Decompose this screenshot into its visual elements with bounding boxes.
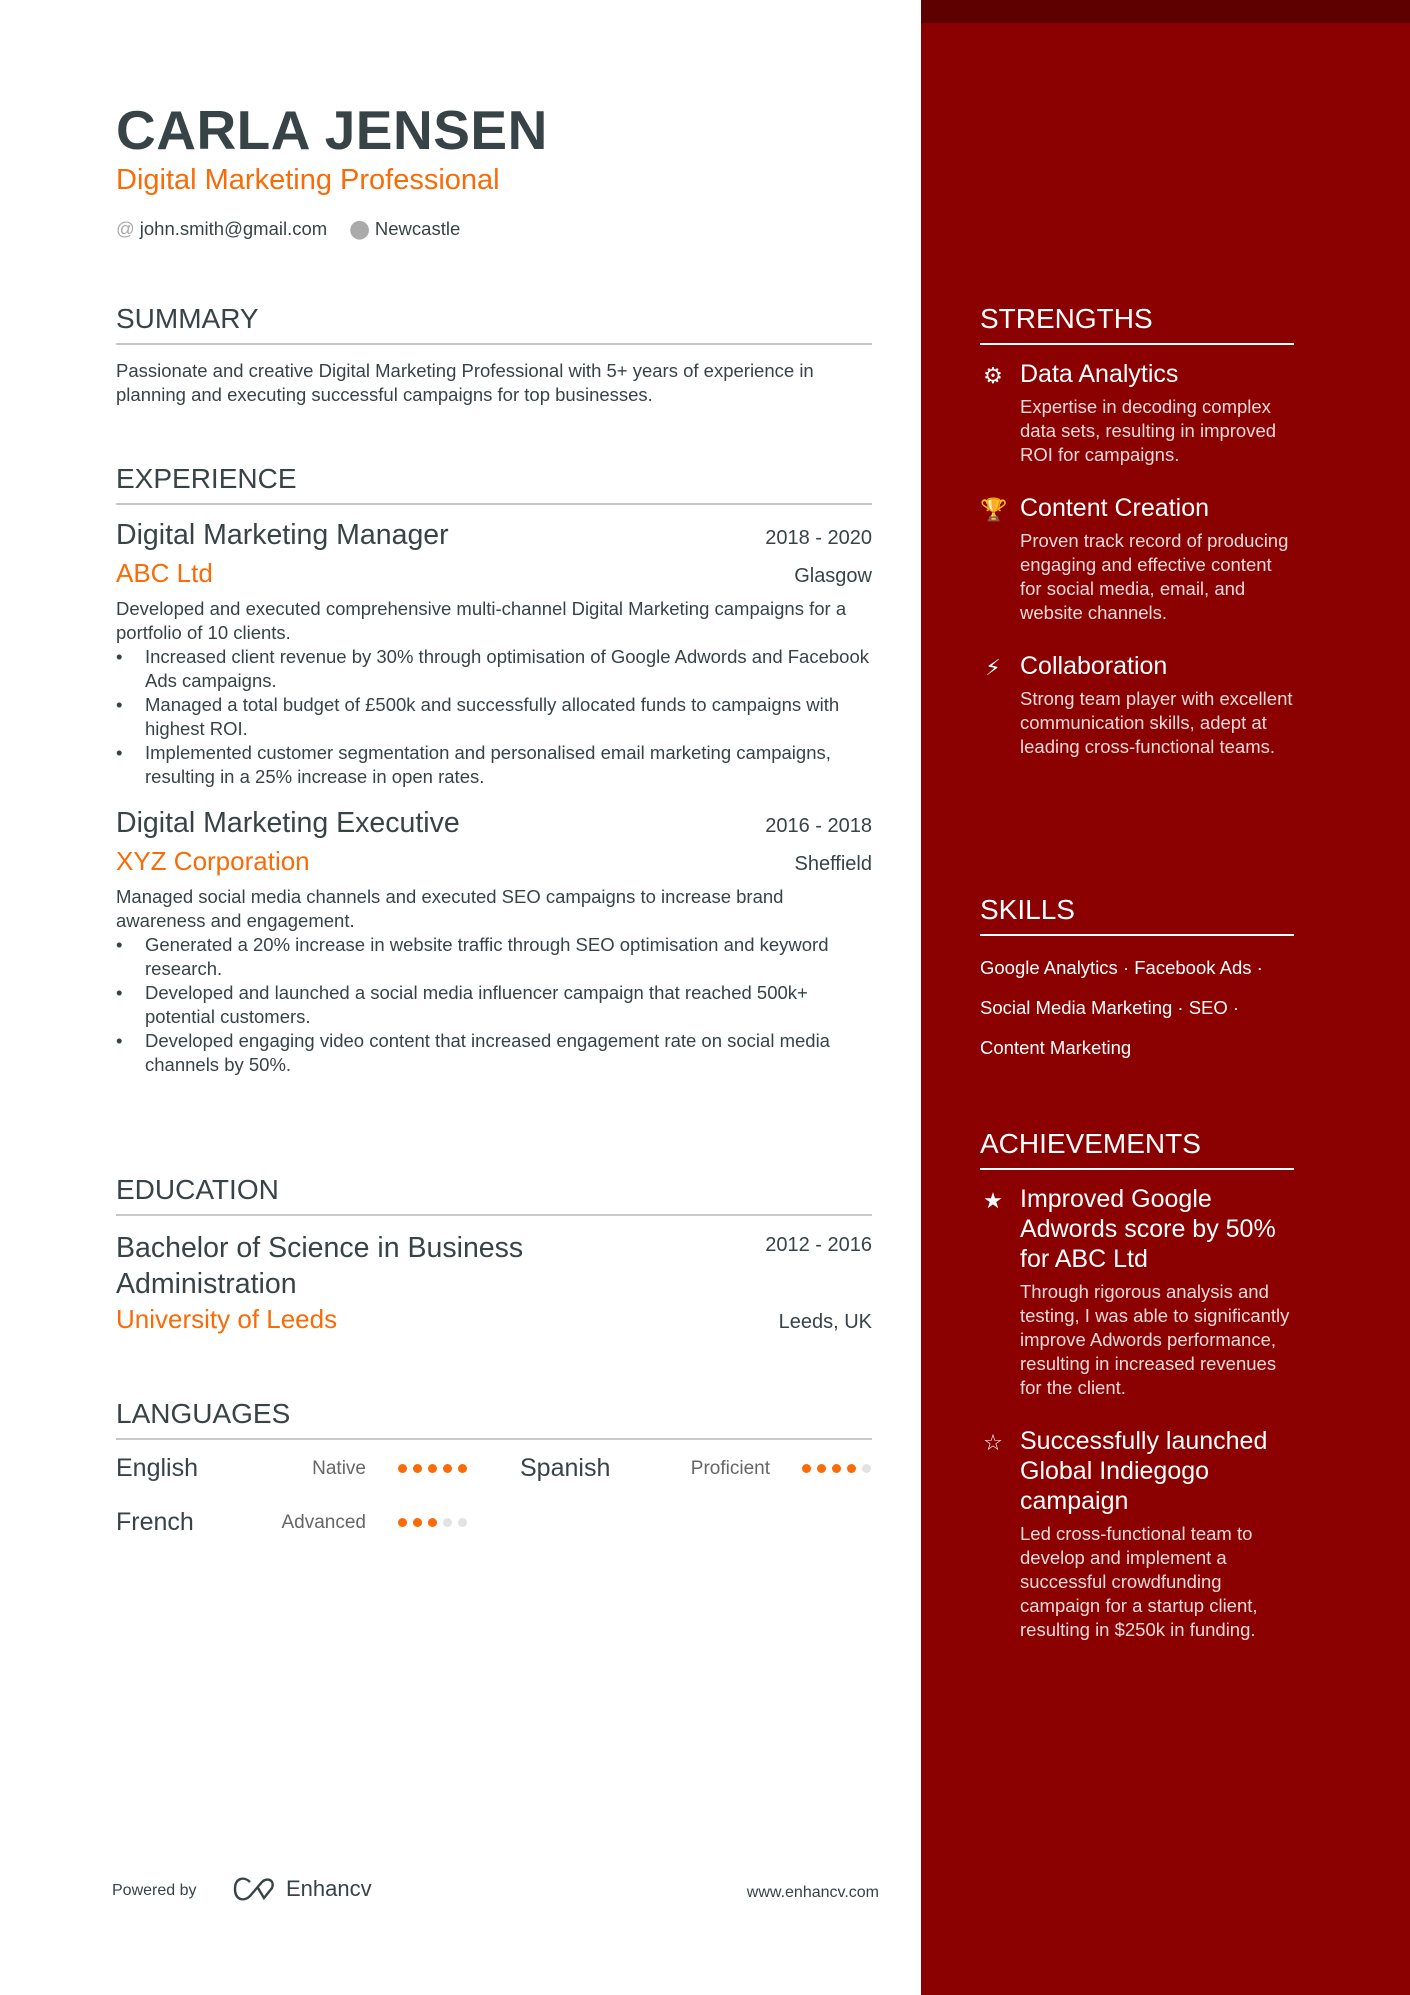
job-location: Glasgow: [794, 565, 872, 587]
section-heading: EDUCATION: [116, 1174, 872, 1216]
footer-url[interactable]: www.enhancv.com: [746, 1884, 879, 1901]
location: [349, 218, 460, 240]
star-icon: ★: [983, 1188, 1003, 1213]
language-level: Advanced: [281, 1511, 366, 1533]
strs-item: [980, 359, 1294, 467]
strengths-section: [980, 303, 1294, 759]
degree: Bachelor of Science in Business Administration: [116, 1232, 524, 1300]
summary-section: [116, 303, 872, 407]
company: XYZ Corporation: [116, 846, 310, 876]
award-icon: ⚙: [983, 363, 1003, 388]
strs-text: Strong team player with excellent communication skills, adept at leading cross-functional teams.: [1020, 688, 1293, 757]
strs-title: Content Creation: [1020, 494, 1210, 522]
language-rating: [398, 1518, 467, 1527]
language-item: [116, 1508, 468, 1537]
bullet-item: • Generated a 20% increase in website traffic through SEO optimisation and keyword research.: [116, 933, 872, 981]
achs-text: Led cross-functional team to develop and implement a successful crowdfunding campaign for a startup client, resulting in $250k in funding.: [1020, 1523, 1258, 1640]
language-level: Proficient: [690, 1457, 770, 1479]
language-name: French: [116, 1508, 194, 1536]
job-location: Sheffield: [794, 853, 872, 875]
sidebar-top-band: [921, 0, 1410, 23]
achs-item: [980, 1184, 1294, 1400]
job-description: Managed social media channels and executed SEO campaigns to increase brand awareness and engagement.: [116, 886, 784, 931]
language-item: [520, 1454, 872, 1483]
at-icon: @: [116, 218, 135, 239]
section-heading: STRENGTHS: [980, 303, 1294, 345]
strs-item: [980, 651, 1294, 759]
strs-text: Expertise in decoding complex data sets, resulting in improved ROI for campaigns.: [1020, 396, 1277, 465]
brand-name: Enhancv: [286, 1876, 372, 1901]
section-heading: LANGUAGES: [116, 1398, 872, 1440]
trophy-icon: 🏆: [980, 497, 1008, 522]
company: ABC Ltd: [116, 558, 213, 588]
language-name: Spanish: [520, 1454, 611, 1482]
strs-item: [980, 493, 1294, 625]
language-rating: [398, 1464, 467, 1473]
language-rating: [802, 1464, 871, 1473]
rating-dot: [428, 1464, 437, 1473]
rating-dot: [832, 1464, 841, 1473]
rating-dot: [862, 1464, 871, 1473]
strs-title: Collaboration: [1020, 652, 1168, 680]
job-description: Developed and executed comprehensive multi-channel Digital Marketing campaigns for a portfolio of 10 clients.: [116, 598, 847, 643]
skills-line: Content Marketing: [980, 1037, 1132, 1058]
powered-by: Powered by: [112, 1882, 197, 1899]
rating-dot: [847, 1464, 856, 1473]
rating-dot: [458, 1464, 467, 1473]
rating-dot: [428, 1518, 437, 1527]
education-location: Leeds, UK: [778, 1311, 872, 1333]
email-text: john.smith@gmail.com: [139, 218, 328, 239]
rating-dot: [443, 1464, 452, 1473]
job-title: Digital Marketing Executive: [116, 807, 460, 839]
candidate-name: CARLA JENSEN: [116, 99, 548, 161]
job-entry: [116, 807, 872, 1077]
strs-title: Data Analytics: [1020, 360, 1179, 388]
skills-section: [980, 894, 1294, 1068]
rating-dot: [458, 1518, 467, 1527]
job-entry: [116, 519, 872, 789]
skills-line: Google Analytics · Facebook Ads ·: [980, 957, 1263, 978]
star-outline-icon: ☆: [983, 1430, 1003, 1455]
language-item: [116, 1454, 468, 1483]
achs-text: Through rigorous analysis and testing, I was able to significantly improve Adwords performance, resulting in increased revenues for the client.: [1020, 1281, 1290, 1398]
location-text: Newcastle: [374, 218, 461, 239]
achs-item: [980, 1426, 1294, 1642]
summary-text: Passionate and creative Digital Marketing Professional with 5+ years of experience in planning and executing successful campaigns for top businesses.: [116, 360, 814, 405]
email[interactable]: [116, 218, 327, 240]
achs-title: Successfully launched Global Indiegogo campaign: [1020, 1427, 1268, 1515]
language-level: Native: [312, 1457, 366, 1479]
skills-line: Social Media Marketing · SEO ·: [980, 997, 1240, 1018]
bolt-icon: ⚡: [985, 655, 1001, 680]
achievements-section: [980, 1128, 1294, 1642]
strs-text: Proven track record of producing engaging and effective content for social media, email, and website channels.: [1020, 530, 1289, 623]
rating-dot: [413, 1464, 422, 1473]
experience-section: [116, 463, 872, 1077]
rating-dot: [817, 1464, 826, 1473]
candidate-title: Digital Marketing Professional: [116, 164, 500, 196]
enhancv-logo-icon: [232, 1876, 278, 1902]
bullet-item: • Developed and launched a social media influencer campaign that reached 500k+ potential customers.: [116, 981, 872, 1029]
map-pin-icon: ⬤: [349, 218, 370, 239]
bullet-item: • Managed a total budget of £500k and successfully allocated funds to campaigns with highest ROI.: [116, 693, 872, 741]
job-title: Digital Marketing Manager: [116, 519, 449, 551]
job-bullets: [116, 645, 872, 789]
school: University of Leeds: [116, 1304, 338, 1334]
job-dates: 2016 - 2018: [765, 815, 872, 837]
job-dates: 2018 - 2020: [765, 527, 872, 549]
languages-section: [116, 1398, 872, 1537]
section-heading: EXPERIENCE: [116, 463, 872, 505]
education-dates: 2012 - 2016: [765, 1234, 872, 1256]
job-bullets: [116, 933, 872, 1077]
section-heading: ACHIEVEMENTS: [980, 1128, 1294, 1170]
rating-dot: [802, 1464, 811, 1473]
bullet-item: • Implemented customer segmentation and personalised email marketing campaigns, resulting in a 25% increase in open rates.: [116, 741, 872, 789]
rating-dot: [443, 1518, 452, 1527]
bullet-item: • Developed engaging video content that increased engagement rate on social media channels by 50%.: [116, 1029, 872, 1077]
section-heading: SKILLS: [980, 894, 1294, 936]
rating-dot: [398, 1464, 407, 1473]
rating-dot: [413, 1518, 422, 1527]
contact-info: [116, 218, 460, 240]
section-heading: SUMMARY: [116, 303, 872, 345]
education-section: [116, 1174, 872, 1335]
enhancv-logo[interactable]: [232, 1876, 372, 1902]
bullet-item: • Increased client revenue by 30% through optimisation of Google Adwords and Facebook Ads campaigns.: [116, 645, 872, 693]
rating-dot: [398, 1518, 407, 1527]
language-name: English: [116, 1454, 198, 1482]
achs-title: Improved Google Adwords score by 50% for ABC Ltd: [1020, 1185, 1276, 1273]
